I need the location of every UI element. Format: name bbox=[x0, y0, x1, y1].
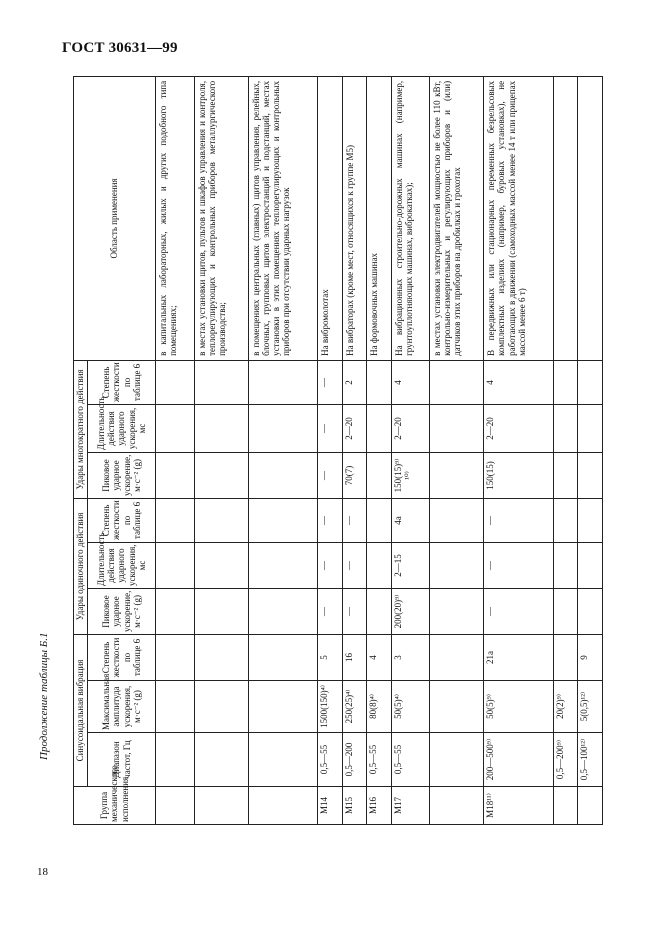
single-severity-cell: — bbox=[342, 498, 367, 542]
multi-peak-cell bbox=[156, 452, 195, 498]
single-duration-cell bbox=[553, 542, 578, 588]
frequency-range-cell bbox=[194, 733, 248, 787]
multi-duration-cell bbox=[194, 404, 248, 452]
multi-severity-cell: 4 bbox=[484, 360, 554, 404]
application-area-cell: в помещениях центральных (главных) щитов управления, релейных, блочных, групповых щитов электростанций и подстанций, местах установки в этих помещениях теплорегулирующих и контрольных приборов при отсутствии ударных нагрузок bbox=[248, 76, 318, 360]
document-title: ГОСТ 30631—99 bbox=[62, 40, 178, 56]
header-application-area: Область применения bbox=[74, 76, 156, 360]
multi-duration-cell bbox=[367, 404, 392, 452]
max-amplitude-cell: 1500(150)⁴⁾ bbox=[318, 681, 343, 733]
vibration-severity-cell: 4 bbox=[367, 634, 392, 680]
application-area-cell: На вибраторах (кроме мест, относящихся к группе М5) bbox=[342, 76, 367, 360]
header-duration: Длительность действия ударного ускорения, мс bbox=[88, 404, 156, 452]
vibration-severity-cell bbox=[248, 634, 318, 680]
vibration-severity-cell: 21а bbox=[484, 634, 554, 680]
multi-duration-cell: 2—20 bbox=[342, 404, 367, 452]
max-amplitude-cell: 50(5)⁹⁾ bbox=[484, 681, 554, 733]
table-row bbox=[248, 76, 318, 824]
multi-duration-cell: 2—20 bbox=[484, 404, 554, 452]
group-cell bbox=[248, 787, 318, 825]
page-number: 18 bbox=[37, 866, 48, 878]
frequency-range-cell: 0,5—55 bbox=[367, 733, 392, 787]
group-cell: М18¹¹⁾ bbox=[484, 787, 554, 825]
header-duration: Длительность действия ударного ускорения, мс bbox=[88, 542, 156, 588]
single-peak-cell: — bbox=[342, 588, 367, 634]
max-amplitude-cell: 250(25)⁴⁾ bbox=[342, 681, 367, 733]
multi-severity-cell bbox=[194, 360, 248, 404]
single-severity-cell bbox=[430, 498, 484, 542]
group-cell: М16 bbox=[367, 787, 392, 825]
single-duration-cell bbox=[578, 542, 603, 588]
multi-severity-cell: — bbox=[318, 360, 343, 404]
vibration-severity-cell bbox=[156, 634, 195, 680]
single-peak-cell bbox=[367, 588, 392, 634]
group-cell: М14 bbox=[318, 787, 343, 825]
multi-severity-cell: 4 bbox=[391, 360, 430, 404]
frequency-range-cell: 0,5—55 bbox=[391, 733, 430, 787]
multi-duration-cell bbox=[430, 404, 484, 452]
single-duration-cell: — bbox=[342, 542, 367, 588]
frequency-range-cell bbox=[430, 733, 484, 787]
single-severity-cell bbox=[578, 498, 603, 542]
frequency-range-cell: 0,5—100¹²⁾ bbox=[578, 733, 603, 787]
application-area-cell: На вибрационных строительно-дорожных машинах (например, грунтоуплотняющих машинах, виброкатках); bbox=[391, 76, 430, 360]
vibration-severity-cell: 3 bbox=[391, 634, 430, 680]
table-row bbox=[342, 76, 367, 824]
multi-peak-cell bbox=[194, 452, 248, 498]
group-cell bbox=[578, 787, 603, 825]
table-body bbox=[156, 76, 603, 824]
single-peak-cell: 200(20)⁹⁾ bbox=[391, 588, 430, 634]
multi-duration-cell: — bbox=[318, 404, 343, 452]
vibration-severity-cell bbox=[553, 634, 578, 680]
group-cell bbox=[553, 787, 578, 825]
multi-peak-cell bbox=[578, 452, 603, 498]
table-row bbox=[156, 76, 195, 824]
single-severity-cell bbox=[156, 498, 195, 542]
single-duration-cell: — bbox=[318, 542, 343, 588]
frequency-range-cell bbox=[156, 733, 195, 787]
header-frequency-range: Диапазон частот, Гц bbox=[88, 733, 156, 787]
max-amplitude-cell bbox=[248, 681, 318, 733]
multi-severity-cell: 2 bbox=[342, 360, 367, 404]
application-area-cell: В передвижных или стационарных переменных безрельсовых комплектных изделиях (например, буровых установках), не работающих в движении (самоходных массой менее 14 т или прицепах массой менее 6 т) bbox=[484, 76, 554, 360]
application-area-cell bbox=[578, 76, 603, 360]
vibration-severity-cell: 9 bbox=[578, 634, 603, 680]
single-duration-cell: 2—15 bbox=[391, 542, 430, 588]
single-severity-cell: 4а bbox=[391, 498, 430, 542]
multi-severity-cell bbox=[156, 360, 195, 404]
table-row bbox=[430, 76, 484, 824]
group-cell bbox=[194, 787, 248, 825]
application-area-cell: На вибромолотах bbox=[318, 76, 343, 360]
single-duration-cell bbox=[430, 542, 484, 588]
single-severity-cell bbox=[194, 498, 248, 542]
multi-peak-cell: 150(15) bbox=[484, 452, 554, 498]
multi-duration-cell bbox=[156, 404, 195, 452]
max-amplitude-cell: 50(5)⁴⁾ bbox=[391, 681, 430, 733]
frequency-range-cell: 0,5—55 bbox=[318, 733, 343, 787]
max-amplitude-cell bbox=[430, 681, 484, 733]
max-amplitude-cell: 80(8)⁴⁾ bbox=[367, 681, 392, 733]
table-continuation-label: Продолжение таблицы Б.1 bbox=[38, 632, 50, 760]
frequency-range-cell: 200—500⁹⁾ bbox=[484, 733, 554, 787]
multi-duration-cell bbox=[248, 404, 318, 452]
single-duration-cell bbox=[194, 542, 248, 588]
vibration-severity-cell bbox=[430, 634, 484, 680]
header-group: Группа механического исполнения bbox=[74, 787, 156, 825]
multi-severity-cell bbox=[248, 360, 318, 404]
single-duration-cell: — bbox=[484, 542, 554, 588]
table-row bbox=[578, 76, 603, 824]
table-row bbox=[484, 76, 554, 824]
header-max-amplitude: Максимальная амплитуда ускорения, м·с⁻² (g) bbox=[88, 681, 156, 733]
table-row bbox=[553, 76, 578, 824]
header-severity: Степень жесткости по таблице 6 bbox=[88, 634, 156, 680]
table-row bbox=[194, 76, 248, 824]
multi-peak-cell bbox=[367, 452, 392, 498]
multi-peak-cell bbox=[553, 452, 578, 498]
multi-duration-cell bbox=[553, 404, 578, 452]
multi-peak-cell: — bbox=[318, 452, 343, 498]
single-peak-cell bbox=[578, 588, 603, 634]
group-cell bbox=[430, 787, 484, 825]
single-duration-cell bbox=[367, 542, 392, 588]
single-duration-cell bbox=[156, 542, 195, 588]
vibration-severity-cell: 16 bbox=[342, 634, 367, 680]
max-amplitude-cell bbox=[156, 681, 195, 733]
single-peak-cell: — bbox=[484, 588, 554, 634]
group-cell: М17 bbox=[391, 787, 430, 825]
header-sinusoidal-vibration: Синусоидальная вибрация bbox=[74, 634, 88, 786]
single-peak-cell bbox=[430, 588, 484, 634]
multi-peak-cell: 70(7) bbox=[342, 452, 367, 498]
single-severity-cell: — bbox=[318, 498, 343, 542]
single-severity-cell bbox=[248, 498, 318, 542]
multi-peak-cell: 150(15)⁹⁾ ¹⁰⁾ bbox=[391, 452, 430, 498]
table-row bbox=[318, 76, 343, 824]
multi-severity-cell bbox=[553, 360, 578, 404]
multi-duration-cell bbox=[578, 404, 603, 452]
header-peak-acceleration: Пиковое ударное ускорение, м·с⁻² (g) bbox=[88, 452, 156, 498]
frequency-range-cell: 0,5—200⁹⁾ bbox=[553, 733, 578, 787]
max-amplitude-cell: 5(0,5)¹²⁾ bbox=[578, 681, 603, 733]
application-area-cell bbox=[553, 76, 578, 360]
vibration-severity-cell bbox=[194, 634, 248, 680]
frequency-range-cell bbox=[248, 733, 318, 787]
single-peak-cell bbox=[194, 588, 248, 634]
application-area-cell: в местах установки электродвигателей мощностью не более 110 кВт, контрольно-измерительных и регулирующих приборов и (или) датчиков этих приборов на дробилках и грохотах bbox=[430, 76, 484, 360]
header-severity: Степень жесткости по таблице 6 bbox=[88, 360, 156, 404]
header-peak-acceleration: Пиковое ударное ускорение, м·с⁻² (g) bbox=[88, 588, 156, 634]
group-cell: М15 bbox=[342, 787, 367, 825]
single-peak-cell bbox=[553, 588, 578, 634]
frequency-range-cell: 0,5—200 bbox=[342, 733, 367, 787]
multi-peak-cell bbox=[430, 452, 484, 498]
single-severity-cell: — bbox=[484, 498, 554, 542]
multi-duration-cell: 2—20 bbox=[391, 404, 430, 452]
requirements-table bbox=[73, 76, 603, 825]
header-severity: Степень жесткости по таблице 6 bbox=[88, 498, 156, 542]
header-single-shocks: Удары одиночного действия bbox=[74, 498, 88, 634]
vibration-severity-cell: 5 bbox=[318, 634, 343, 680]
application-area-cell: в капитальных лабораторных, жилых и других подобного типа помещениях; bbox=[156, 76, 195, 360]
header-multiple-shocks: Удары многократного действия bbox=[74, 360, 88, 498]
group-cell bbox=[156, 787, 195, 825]
multi-severity-cell bbox=[430, 360, 484, 404]
single-peak-cell bbox=[156, 588, 195, 634]
single-duration-cell bbox=[248, 542, 318, 588]
single-peak-cell: — bbox=[318, 588, 343, 634]
single-severity-cell bbox=[553, 498, 578, 542]
max-amplitude-cell bbox=[194, 681, 248, 733]
multi-severity-cell bbox=[578, 360, 603, 404]
multi-peak-cell bbox=[248, 452, 318, 498]
application-area-cell: в местах установки щитов, пультов и шкафов управления и контроля, теплорегулирующих и контрольных приборов металлургического производства; bbox=[194, 76, 248, 360]
table-row bbox=[391, 76, 430, 824]
max-amplitude-cell: 20(2)⁹⁾ bbox=[553, 681, 578, 733]
single-severity-cell bbox=[367, 498, 392, 542]
application-area-cell: На формовочных машинах bbox=[367, 76, 392, 360]
multi-severity-cell bbox=[367, 360, 392, 404]
table-row bbox=[367, 76, 392, 824]
single-peak-cell bbox=[248, 588, 318, 634]
